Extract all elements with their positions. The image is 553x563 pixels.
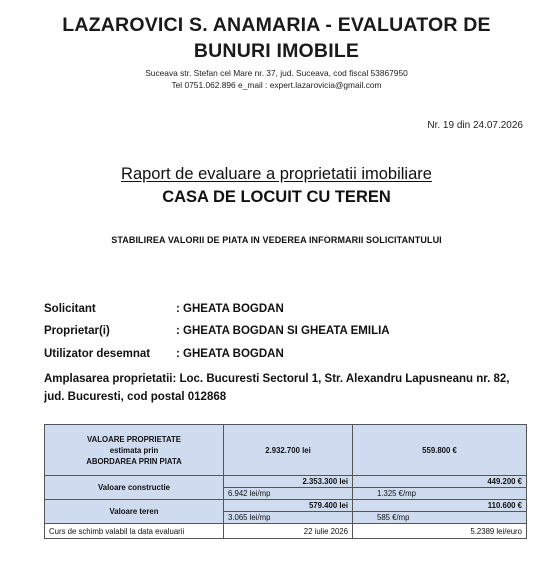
land-eur: 110.600 € [353, 500, 527, 512]
evaluator-address: Suceava str. Stefan cel Mare nr. 37, jud. Suceava, cod fiscal 53867950 [145, 68, 408, 78]
construction-eur-mp: 1.325 €/mp [353, 488, 527, 500]
valuation-table [44, 424, 527, 539]
exchange-rate-date: 22 iulie 2026 [224, 524, 353, 539]
field-label-solicitant: Solicitant [44, 303, 96, 315]
exchange-rate-label: Curs de schimb valabil la data evaluarii [45, 524, 224, 539]
report-purpose: STABILIREA VALORII DE PIATA IN VEDEREA INFORMARII SOLICITANTULUI [111, 235, 442, 245]
field-value-utilizator: : GHEATA BOGDAN [176, 348, 284, 360]
table-row-property-value [45, 425, 527, 476]
construction-eur: 449.200 € [353, 476, 527, 488]
land-label: Valoare teren [45, 500, 224, 524]
field-label-utilizator: Utilizator desemnat [44, 348, 151, 360]
evaluator-name: LAZAROVICI S. ANAMARIA - EVALUATOR DE [62, 14, 491, 36]
report-title: Raport de evaluare a proprietatii imobiliare [121, 165, 432, 183]
field-label-proprietar: Proprietar(i) [44, 325, 110, 337]
property-label-line1: VALOARE PROPRIETATE [87, 434, 181, 444]
table-row-land [45, 500, 527, 512]
land-lei: 579.400 lei [224, 500, 353, 512]
evaluator-contact: Tel 0751.062.896 e_mail : expert.lazarovicia@gmail.com [171, 80, 382, 90]
property-label-line3: ABORDAREA PRIN PIATA [86, 456, 182, 466]
land-eur-mp: 585 €/mp [353, 512, 527, 524]
land-lei-mp: 3.065 lei/mp [224, 512, 353, 524]
table-row-exchange-rate [45, 524, 527, 539]
property-value-eur: 559.800 € [353, 425, 527, 476]
property-label-line2: estimata prin [109, 445, 159, 455]
property-value-lei: 2.932.700 lei [224, 425, 353, 476]
construction-label: Valoare constructie [45, 476, 224, 500]
field-value-solicitant: : GHEATA BOGDAN [176, 303, 284, 315]
property-location: Amplasarea proprietatii: Loc. Bucuresti Sectorul 1, Str. Alexandru Lapusneanu nr. 82, jud. Bucuresti, cod postal 012868 [44, 373, 510, 403]
document-number: Nr. 19 din 24.07.2026 [427, 120, 523, 131]
construction-lei: 2.353.300 lei [224, 476, 353, 488]
property-value-label [45, 425, 224, 476]
table-row-construction [45, 476, 527, 488]
construction-lei-mp: 6.942 lei/mp [224, 488, 353, 500]
exchange-rate-value: 5.2389 lei/euro [353, 524, 527, 539]
report-subject: CASA DE LOCUIT CU TEREN [162, 188, 391, 206]
field-value-proprietar: : GHEATA BOGDAN SI GHEATA EMILIA [176, 325, 390, 337]
evaluator-title: BUNURI IMOBILE [193, 40, 360, 62]
